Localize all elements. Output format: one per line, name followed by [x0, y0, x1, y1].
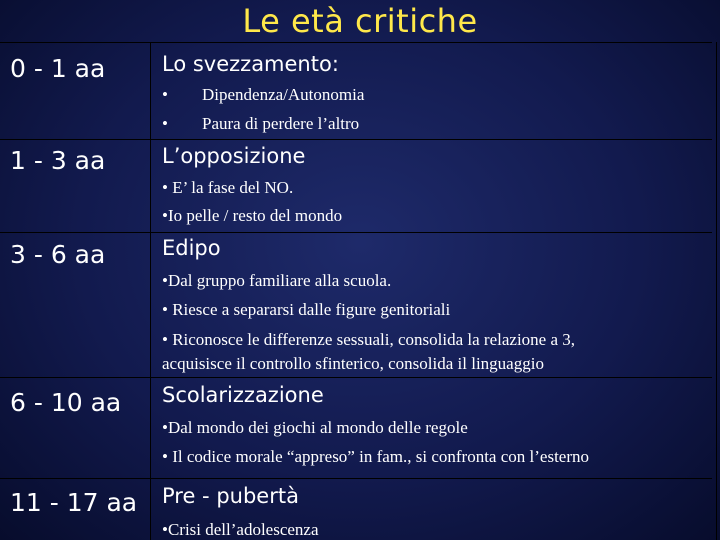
- bullet-icon: •: [162, 114, 168, 133]
- bullet-item: •Crisi dell’adolescenza: [162, 520, 319, 539]
- age-label: 11 - 17 aa: [10, 488, 138, 517]
- row-heading: Edipo: [162, 236, 221, 260]
- bullet-item: • Riconosce le differenze sessuali, consolida la relazione a 3,: [162, 330, 576, 349]
- bullet-item: •Dal mondo dei giochi al mondo delle regole: [162, 418, 468, 437]
- bullet-item: • Il codice morale “appreso” in fam., si confronta con l’esterno: [162, 447, 590, 466]
- bullet-item: • Dipendenza/Autonomia: [162, 85, 365, 104]
- row-heading: Lo svezzamento:: [162, 52, 339, 76]
- slide-title: Le età critiche: [242, 2, 478, 40]
- row-heading: Scolarizzazione: [162, 383, 324, 407]
- bullet-item: •Dal gruppo familiare alla scuola.: [162, 271, 392, 290]
- table-right-border: [716, 42, 717, 540]
- bullet-item-continuation: acquisisce il controllo sfinterico, consolida il linguaggio: [162, 354, 544, 373]
- bullet-item: • Riesce a separarsi dalle figure genitoriali: [162, 300, 451, 319]
- bullet-item: • E’ la fase del NO.: [162, 178, 294, 197]
- bullet-item: • Paura di perdere l’altro: [162, 114, 360, 133]
- age-label: 6 - 10 aa: [10, 388, 122, 417]
- bullet-item: •Io pelle / resto del mondo: [162, 206, 343, 225]
- row-heading: L’opposizione: [162, 144, 306, 168]
- table-row: [0, 139, 712, 233]
- bullet-icon: •: [162, 85, 168, 104]
- age-label: 3 - 6 aa: [10, 240, 106, 269]
- age-label: 0 - 1 aa: [10, 54, 106, 83]
- row-heading: Pre - pubertà: [162, 484, 299, 508]
- age-label: 1 - 3 aa: [10, 146, 106, 175]
